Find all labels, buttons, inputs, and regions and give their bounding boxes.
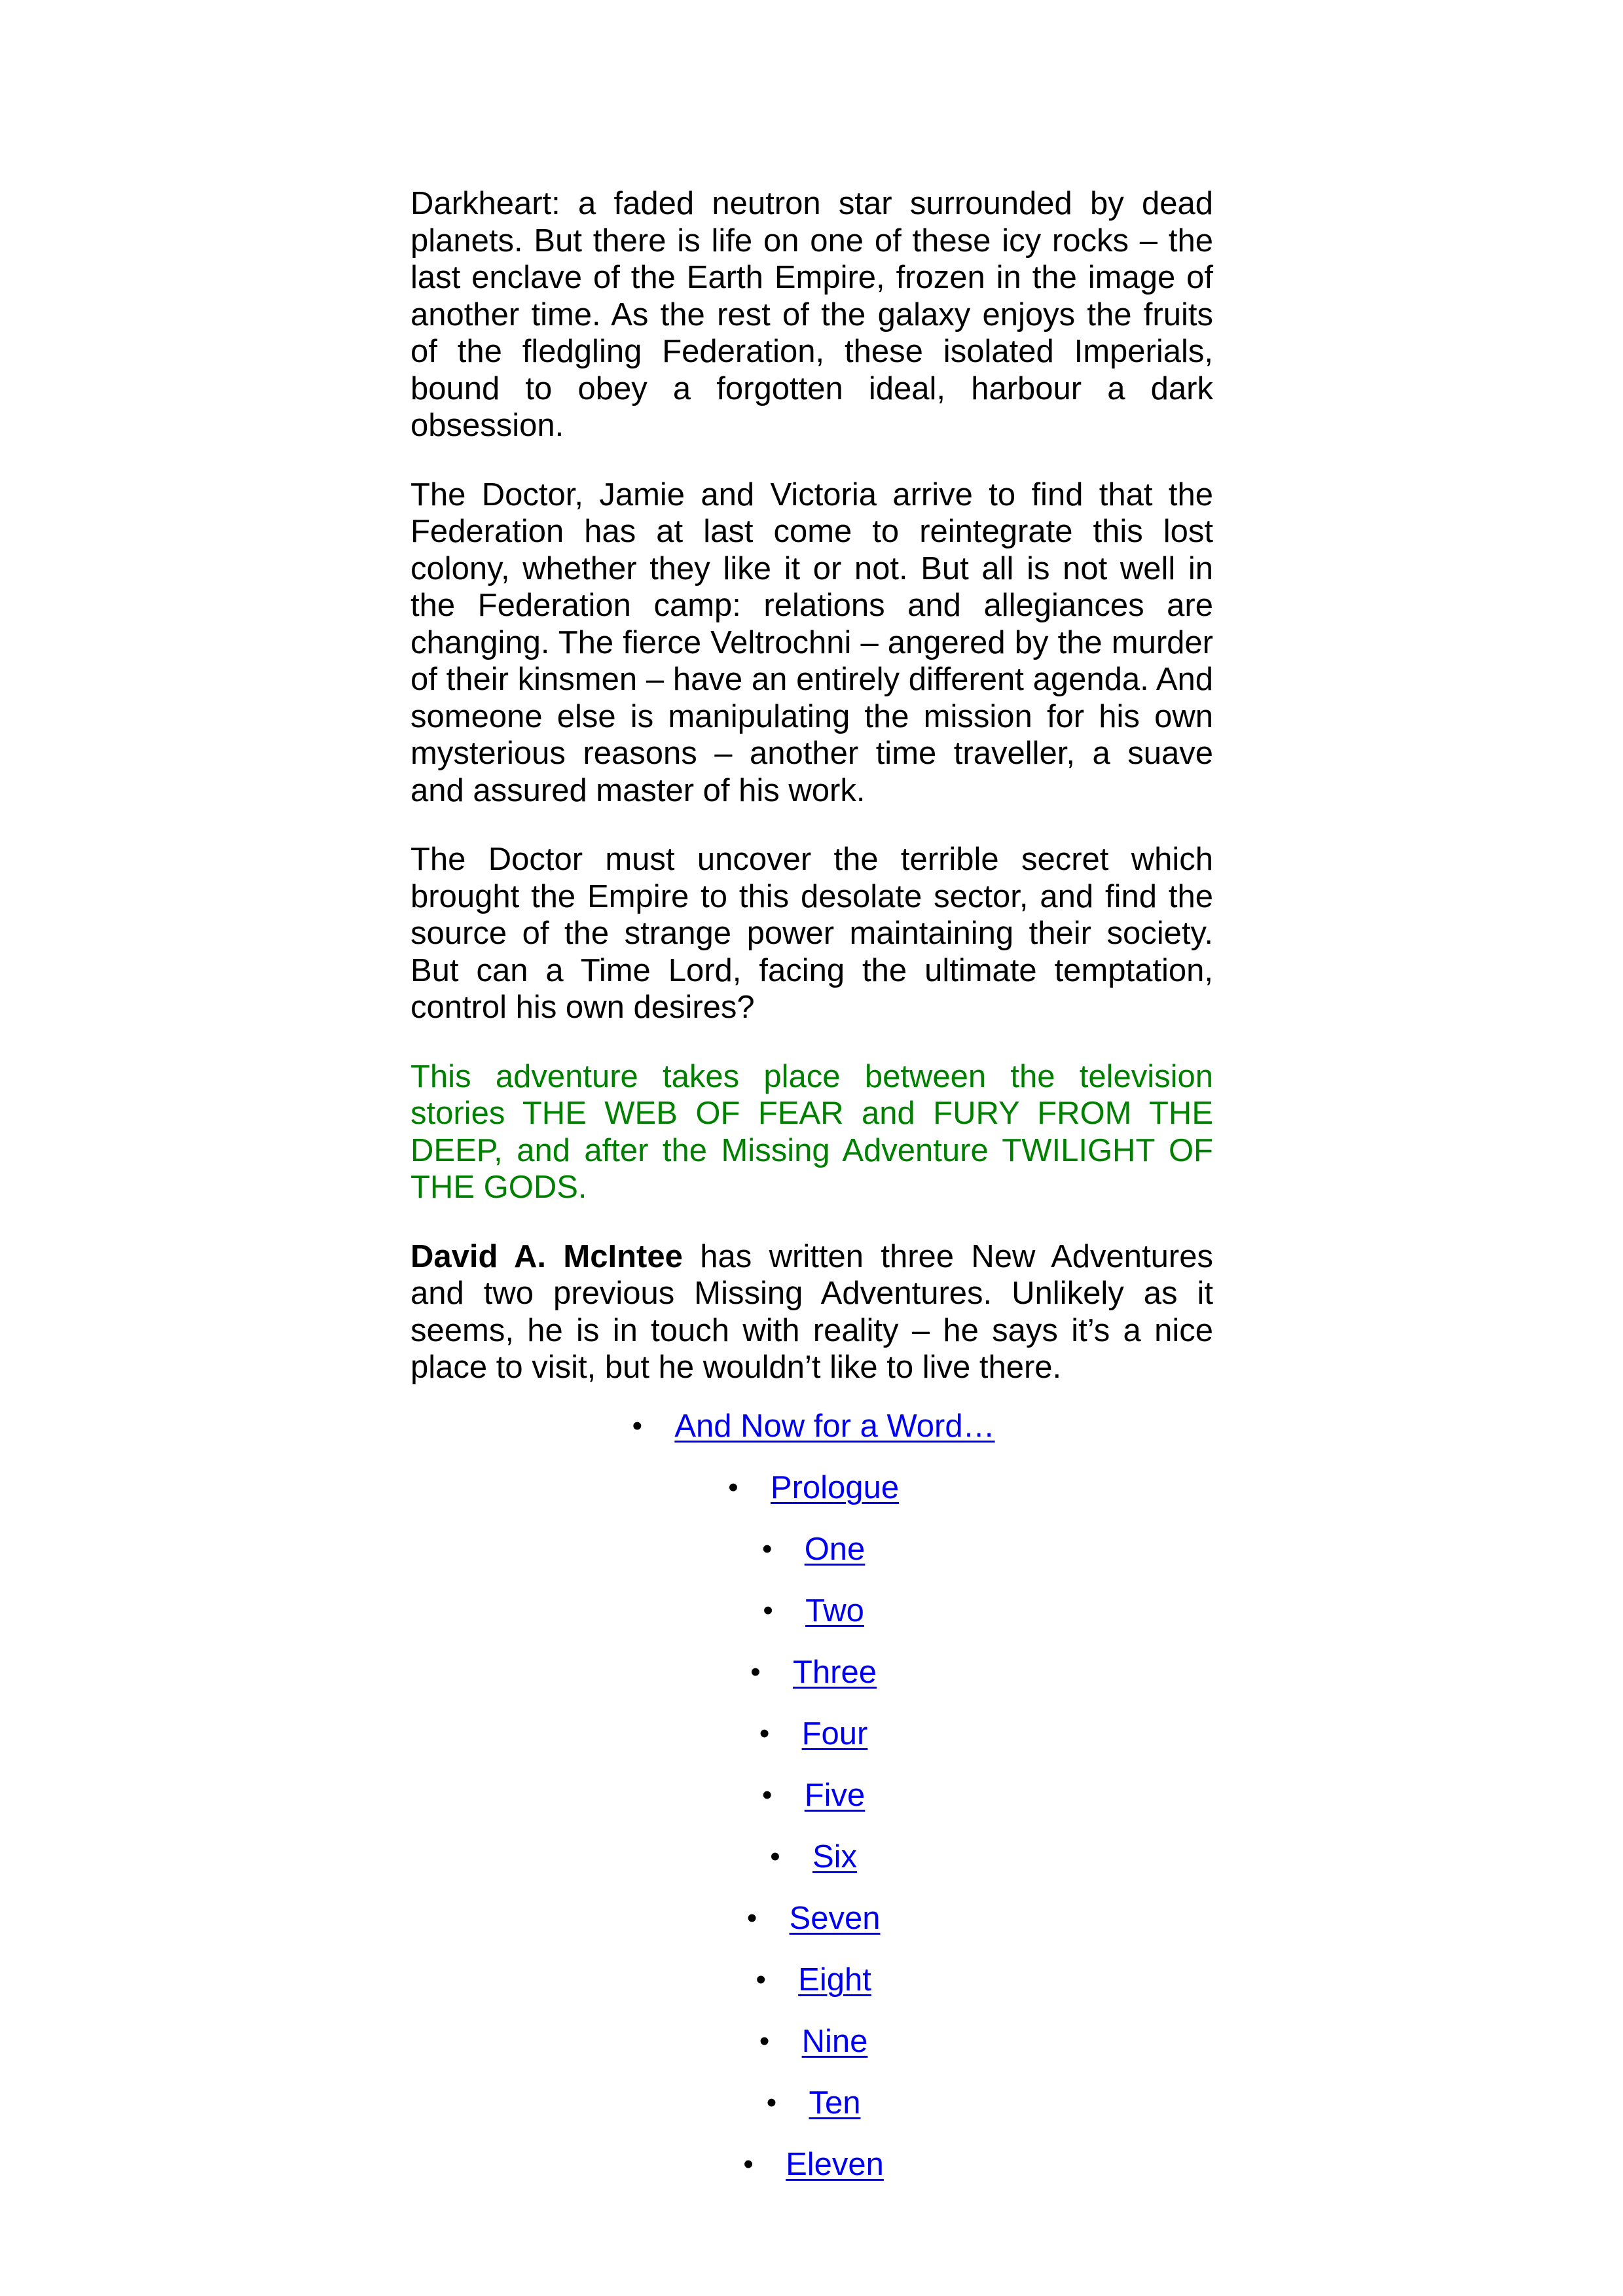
table-of-contents — [410, 1408, 1213, 2208]
toc-link-and-now-for-a-word[interactable]: And Now for a Word… — [674, 1408, 995, 1444]
toc-item — [410, 1900, 1213, 1962]
toc-item — [410, 1777, 1213, 1839]
toc-link-six[interactable]: Six — [812, 1839, 858, 1874]
document-page — [410, 185, 1213, 2208]
toc-link-nine[interactable]: Nine — [801, 2023, 868, 2059]
bullet-icon: • — [728, 1471, 739, 1503]
toc-item — [410, 1839, 1213, 1900]
toc-link-seven[interactable]: Seven — [789, 1900, 881, 1936]
toc-item — [410, 1962, 1213, 2023]
toc-link-four[interactable]: Four — [801, 1715, 868, 1751]
placement-note: This adventure takes place between the television stories THE WEB OF FEAR and FURY FROM THE DEEP, and after the Missing Adventure TWILIGHT OF THE GODS. — [410, 1058, 1213, 1205]
toc-item — [410, 1654, 1213, 1715]
toc-link-ten[interactable]: Ten — [809, 2085, 861, 2121]
bullet-icon: • — [756, 1963, 766, 1996]
toc-link-five[interactable]: Five — [804, 1777, 866, 1813]
toc-item — [410, 1408, 1213, 1469]
author-name: David A. McIntee — [410, 1238, 683, 1274]
bullet-icon: • — [761, 1532, 773, 1565]
toc-link-eleven[interactable]: Eleven — [786, 2146, 884, 2182]
bullet-icon: • — [762, 1778, 773, 1811]
bullet-icon: • — [750, 1655, 761, 1688]
toc-link-one[interactable]: One — [804, 1531, 866, 1567]
toc-item — [410, 1469, 1213, 1531]
toc-link-three[interactable]: Three — [792, 1654, 877, 1690]
bullet-icon: • — [763, 1594, 773, 1626]
toc-item — [410, 2085, 1213, 2146]
toc-item — [410, 1531, 1213, 1592]
toc-link-prologue[interactable]: Prologue — [770, 1469, 900, 1505]
toc-link-eight[interactable]: Eight — [798, 1962, 871, 1998]
author-bio-text: has written three New Adventures and two previous Missing Adventures. Unlikely as it seems, he is in touch with reality – he says it’s a nice place to visit, but he wouldn’t like to live there. — [410, 1238, 1213, 1385]
bullet-icon: • — [759, 2024, 770, 2057]
bullet-icon: • — [632, 1409, 643, 1442]
bullet-icon: • — [759, 1717, 770, 1749]
blurb-paragraph-3: The Doctor must uncover the terrible secret which brought the Empire to this desolate sector, and find the source of the strange power maintaining their society. But can a Time Lord, facing the ultimate temptation, control his own desires? — [410, 842, 1213, 1025]
toc-item — [410, 1715, 1213, 1777]
bullet-icon: • — [743, 2147, 754, 2180]
bullet-icon: • — [770, 1840, 780, 1873]
bullet-icon: • — [766, 2086, 777, 2119]
toc-item — [410, 2023, 1213, 2085]
blurb-paragraph-2: The Doctor, Jamie and Victoria arrive to find that the Federation has at last come to reintegrate this lost colony, whether they like it or not. But all is not well in the Federation camp: relations and allegiances are changing. The fierce Veltrochni – angered by the murder of their kinsmen – have an entirely different agenda. And someone else is manipulating the mission for his own mysterious reasons – another time traveller, a suave and assured master of his work. — [410, 476, 1213, 808]
toc-link-two[interactable]: Two — [805, 1592, 864, 1628]
bullet-icon: • — [746, 1901, 757, 1934]
toc-item — [410, 2146, 1213, 2208]
toc-item — [410, 1592, 1213, 1654]
blurb-paragraph-1: Darkheart: a faded neutron star surrounded by dead planets. But there is life on one of these icy rocks – the last enclave of the Earth Empire, frozen in the image of another time. As the rest of the galaxy enjoys the fruits of the fledgling Federation, these isolated Imperials, bound to obey a forgotten ideal, harbour a dark obsession. — [410, 186, 1213, 443]
author-bio — [410, 1238, 1213, 1386]
